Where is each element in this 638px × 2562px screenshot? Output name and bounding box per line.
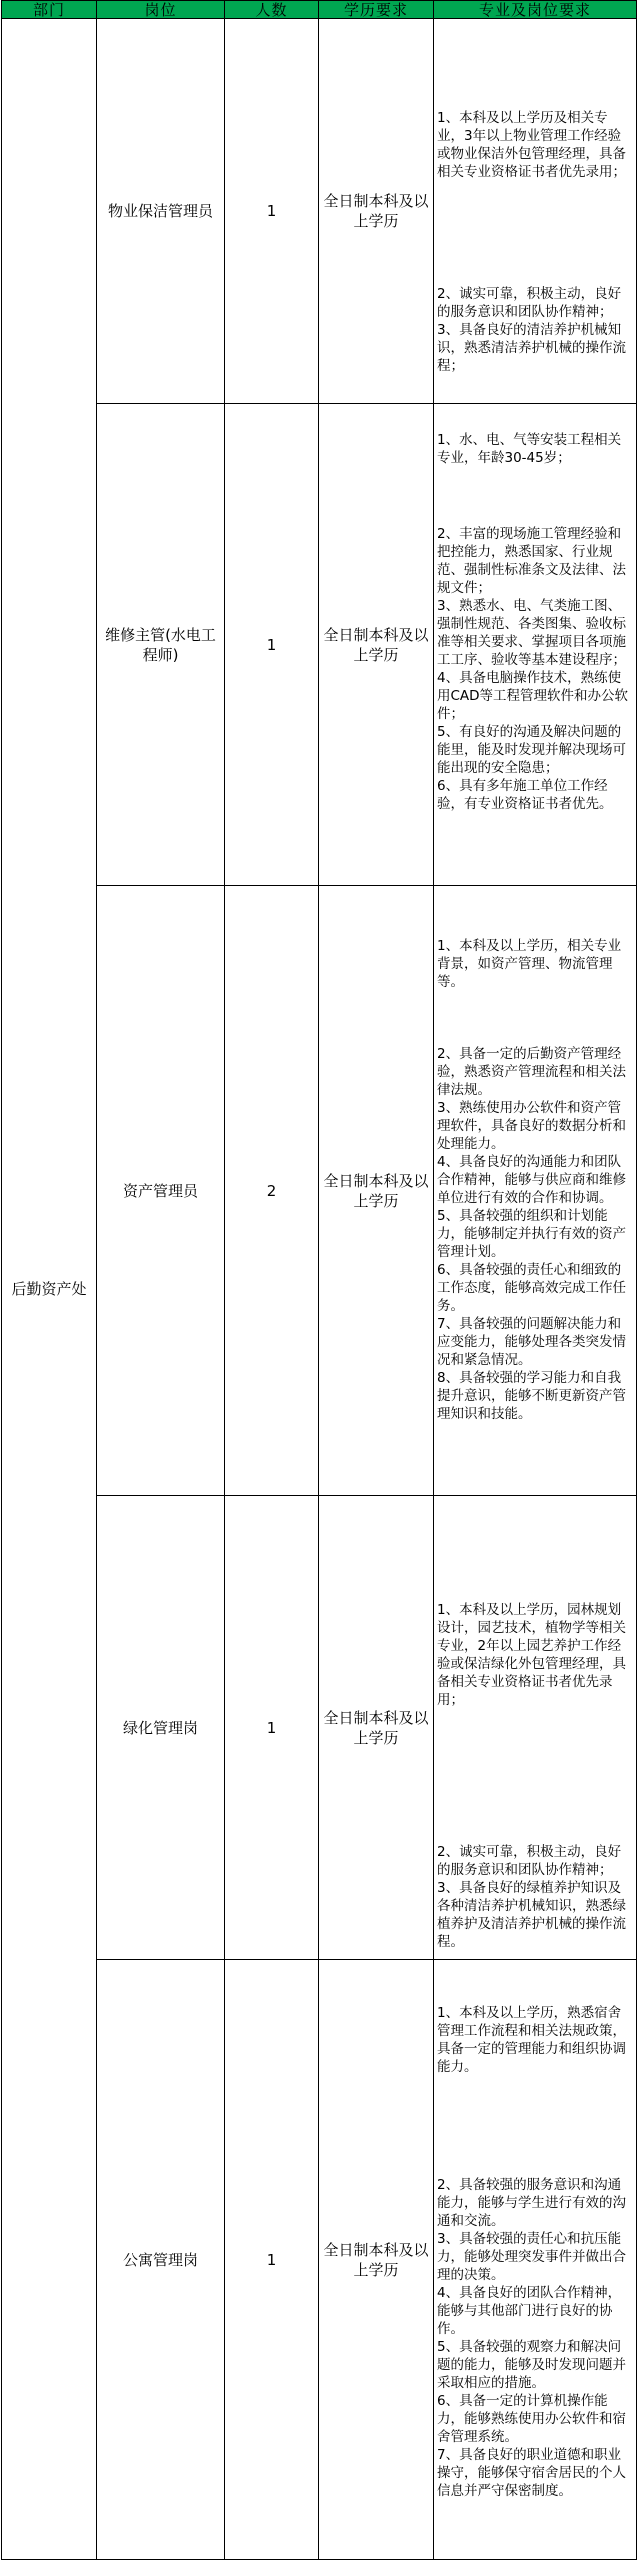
requirements-cell bbox=[434, 1960, 636, 2559]
requirement-item: 4、具备电脑操作技术，熟练使用CAD等工程管理软件和办公软件； bbox=[437, 670, 629, 722]
requirement-item: 1、本科及以上学历，熟悉宿舍管理工作流程和相关法规政策，具备一定的管理能力和组织协调能力。 bbox=[437, 2005, 626, 2075]
requirement-item: 6、具备较强的责任心和细致的工作态度，能够高效完成工作任务。 bbox=[437, 1262, 626, 1314]
count-cell: 1 bbox=[225, 19, 319, 404]
post-cell: 维修主管(水电工程师) bbox=[97, 404, 225, 886]
requirements-cell bbox=[434, 886, 636, 1496]
edu-cell: 全日制本科及以上学历 bbox=[319, 404, 434, 886]
department-cell: 后勤资产处 bbox=[2, 19, 97, 2559]
count-cell: 2 bbox=[225, 886, 319, 1496]
requirement-item: 6、具备一定的计算机操作能力，能够熟练使用办公软件和宿舍管理系统。 bbox=[437, 2393, 626, 2445]
requirement-item: 3、具备良好的绿植养护知识及各种清洁养护机械知识，熟悉绿植养护及清洁养护机械的操作流程。 bbox=[437, 1880, 626, 1950]
header-edu: 学历要求 bbox=[319, 1, 434, 19]
header-dept: 部门 bbox=[2, 1, 97, 19]
requirement-item: 5、有良好的沟通及解决问题的能里，能及时发现并解决现场可能出现的安全隐患； bbox=[437, 724, 626, 776]
requirement-item: 4、具备良好的沟通能力和团队合作精神，能够与供应商和维修单位进行有效的合作和协调。 bbox=[437, 1154, 626, 1206]
requirement-item: 4、具备良好的团队合作精神，能够与其他部门进行良好的协作。 bbox=[437, 2285, 622, 2337]
count-cell: 1 bbox=[225, 1496, 319, 1960]
header-req: 专业及岗位要求 bbox=[434, 1, 636, 19]
requirement-item: 2、具备一定的后勤资产管理经验，熟悉资产管理流程和相关法律法规。 bbox=[437, 1046, 626, 1098]
requirement-item: 2、诚实可靠，积极主动，良好的服务意识和团队协作精神； bbox=[437, 1844, 622, 1878]
post-cell: 资产管理员 bbox=[97, 886, 225, 1496]
requirement-item: 2、诚实可靠，积极主动，良好的服务意识和团队协作精神； bbox=[437, 286, 622, 320]
requirement-item: 7、具备良好的职业道德和职业操守，能够保守宿舍居民的个人信息并严守保密制度。 bbox=[437, 2447, 626, 2499]
requirements-cell bbox=[434, 1496, 636, 1960]
edu-cell: 全日制本科及以上学历 bbox=[319, 1496, 434, 1960]
requirement-item: 2、丰富的现场施工管理经验和把控能力，熟悉国家、行业规范、强制性标准条文及法律、法规文件； bbox=[437, 526, 626, 596]
requirement-item: 1、水、电、气等安装工程相关专业，年龄30-45岁； bbox=[437, 432, 622, 466]
edu-cell: 全日制本科及以上学历 bbox=[319, 19, 434, 404]
requirement-item: 2、具备较强的服务意识和沟通能力，能够与学生进行有效的沟通和交流。 bbox=[437, 2177, 626, 2229]
requirement-item: 3、熟悉水、电、气类施工图、强制性规范、各类图集、验收标准等相关要求、掌握项目各项施工工序、验收等基本建设程序； bbox=[437, 598, 626, 668]
count-cell: 1 bbox=[225, 404, 319, 886]
requirement-item: 8、具备较强的学习能力和自我提升意识，能够不断更新资产管理知识和技能。 bbox=[437, 1370, 626, 1422]
post-cell: 公寓管理岗 bbox=[97, 1960, 225, 2559]
requirement-item: 3、具备较强的责任心和抗压能力，能够处理突发事件并做出合理的决策。 bbox=[437, 2231, 626, 2283]
post-cell: 绿化管理岗 bbox=[97, 1496, 225, 1960]
requirement-item: 1、本科及以上学历，园林规划设计，园艺技术，植物学等相关专业，2年以上园艺养护工作经验或保洁绿化外包管理经理，具备相关专业资格证书者优先录用； bbox=[437, 1602, 626, 1708]
requirements-cell bbox=[434, 404, 636, 886]
post-cell: 物业保洁管理员 bbox=[97, 19, 225, 404]
edu-cell: 全日制本科及以上学历 bbox=[319, 886, 434, 1496]
requirement-item: 3、具备良好的清洁养护机械知识，熟悉清洁养护机械的操作流程； bbox=[437, 322, 626, 374]
requirement-item: 6、具有多年施工单位工作经验，有专业资格证书者优先。 bbox=[437, 778, 613, 812]
requirement-item: 7、具备较强的问题解决能力和应变能力，能够处理各类突发情况和紧急情况。 bbox=[437, 1316, 626, 1368]
count-cell: 1 bbox=[225, 1960, 319, 2559]
requirement-item: 1、本科及以上学历，相关专业背景，如资产管理、物流管理等。 bbox=[437, 938, 622, 990]
edu-cell: 全日制本科及以上学历 bbox=[319, 1960, 434, 2559]
recruitment-table bbox=[1, 0, 637, 2560]
header-count: 人数 bbox=[225, 1, 319, 19]
requirement-item: 1、本科及以上学历及相关专业，3年以上物业管理工作经验或物业保洁外包管理经理，具备相关专业资格证书者优先录用； bbox=[437, 110, 626, 180]
header-post: 岗位 bbox=[97, 1, 225, 19]
requirements-cell bbox=[434, 19, 636, 404]
requirement-item: 5、具备较强的组织和计划能力，能够制定并执行有效的资产管理计划。 bbox=[437, 1208, 626, 1260]
requirement-item: 5、具备较强的观察力和解决问题的能力，能够及时发现问题并采取相应的措施。 bbox=[437, 2339, 626, 2391]
requirement-item: 3、熟练使用办公软件和资产管理软件，具备良好的数据分析和处理能力。 bbox=[437, 1100, 626, 1152]
